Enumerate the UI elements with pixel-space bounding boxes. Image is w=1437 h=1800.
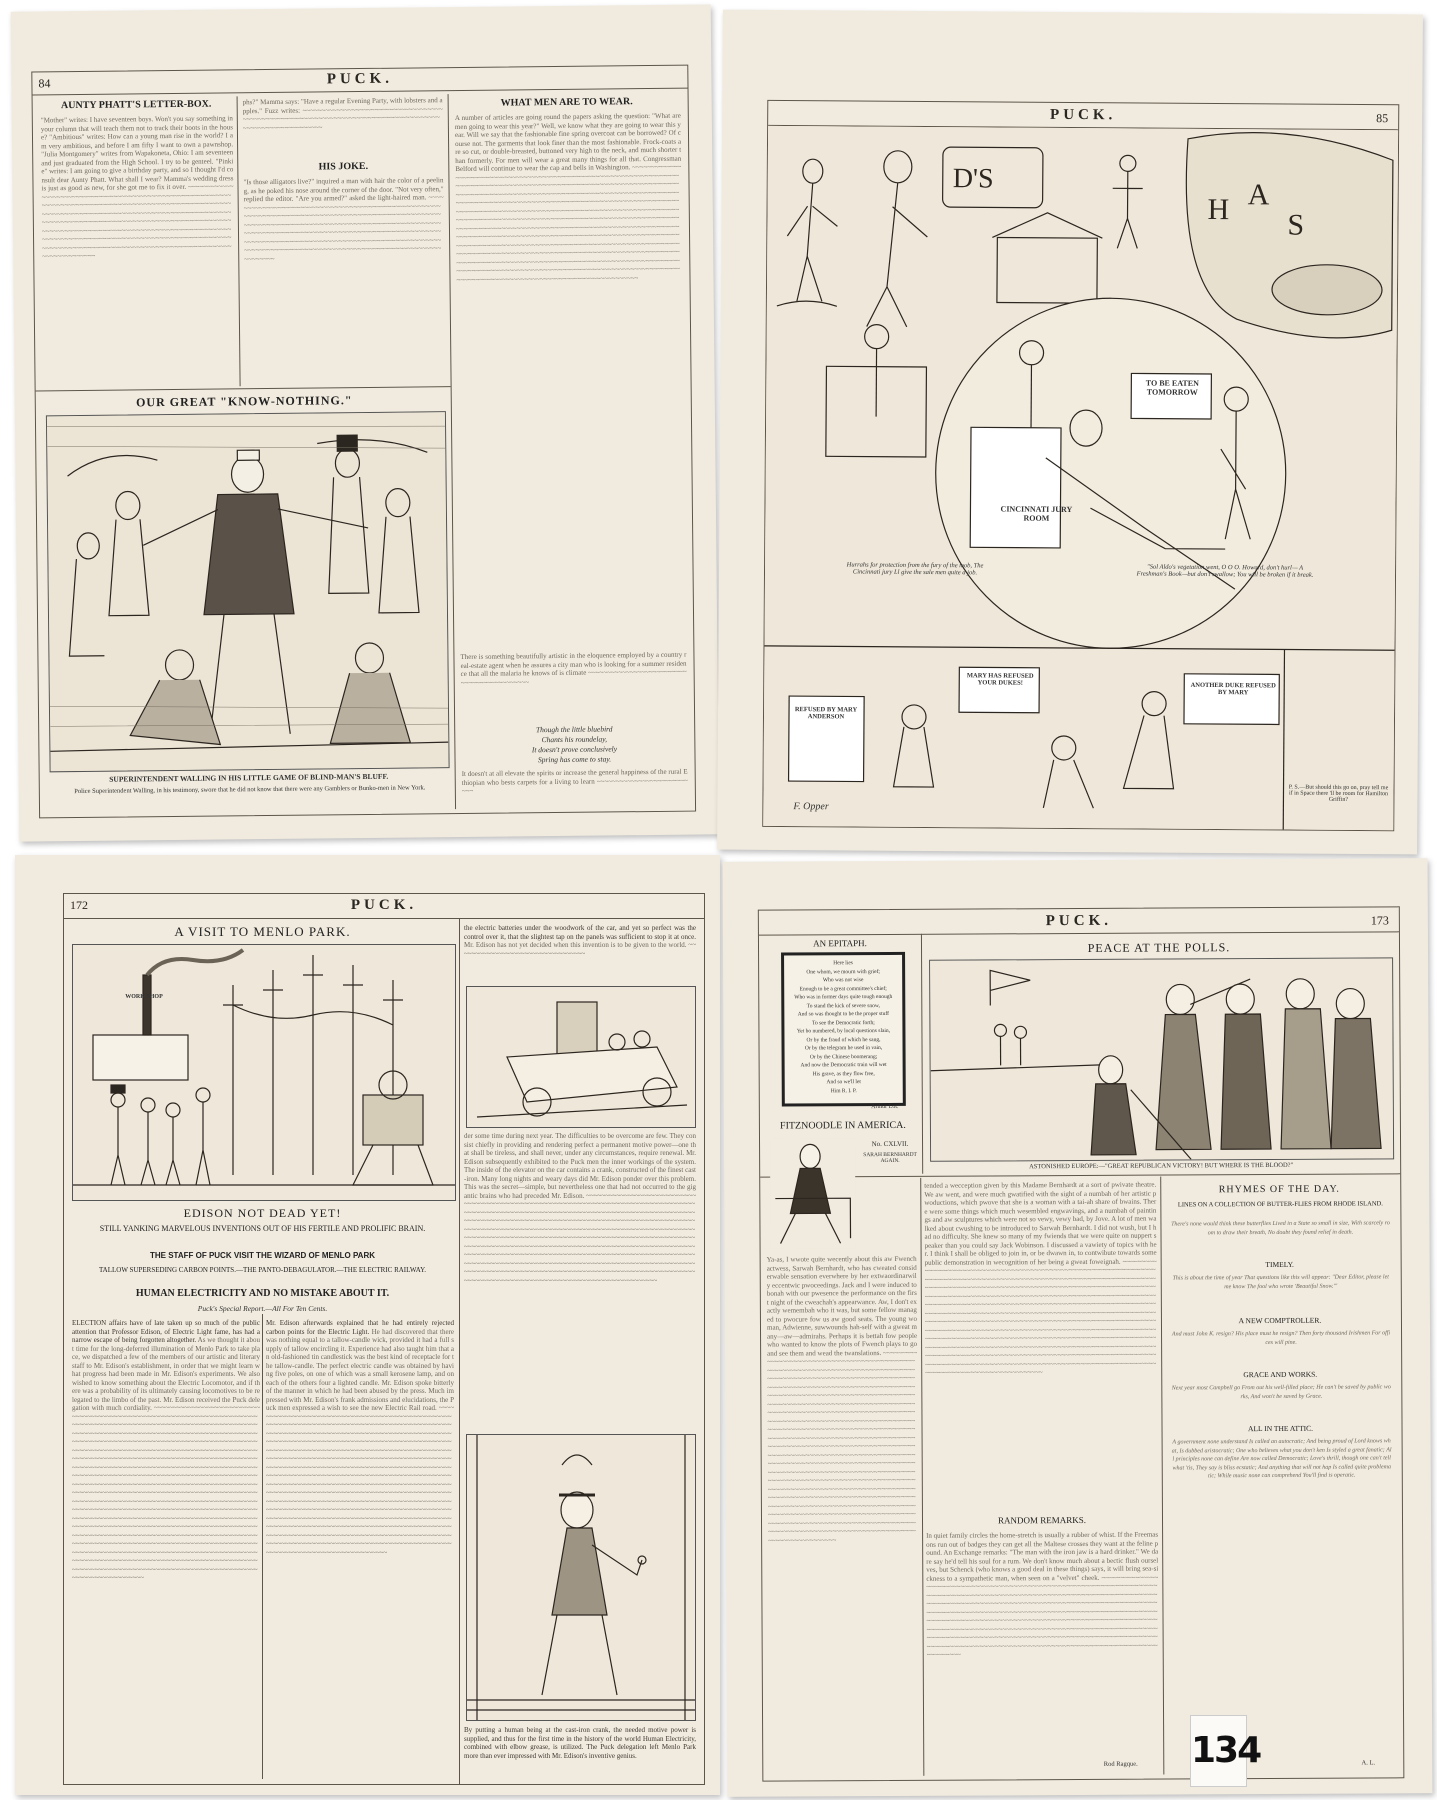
- signoff: Rod Ragque.: [1103, 1760, 1138, 1768]
- sign-to-be-eaten: TO BE EATEN TOMORROW: [1145, 378, 1199, 397]
- headline-sub: STILL YANKING MARVELOUS INVENTIONS OUT OF HIS FERTILE AND PROLIFIC BRAIN.: [99, 1224, 426, 1233]
- workshop-sign: WORK SHOP: [125, 994, 163, 1000]
- postscript: P. S.—But should this go on, pray tell me if in Space there 'll be room for Hamilton Griffin?: [1288, 784, 1389, 803]
- poem: Next year most Campbell go From out his well-filled place; He can't be saved by public works, And won't be saved by Grace.: [1171, 1384, 1391, 1400]
- article-text: By putting a human being at the cast-iron crank, the needed motive power is supplied, and thus for the first time in the history of the world Human Electricity, combined with elbow grease, is utilized. The Puck delegation left Menlo Park more than ever impressed with Mr. Edison's inventive genius.: [464, 1726, 696, 1760]
- page-85: [717, 10, 1423, 855]
- masthead: PUCK.: [350, 897, 418, 913]
- page-frame: [31, 65, 696, 819]
- article-text: There is something beautifully artistic in the eloquence employed by a country real-estate agent when he assures a city man who is looking for a summer residence that all the malaria he knows of is climate ~~~~~~~~~~~~~~~~~~~~~~~~~~~~~~~~~~~~~~~~~~~~: [460, 650, 687, 687]
- poem-line: It doesn't prove conclusively: [531, 744, 618, 755]
- electric-railway-illustration: [466, 986, 696, 1128]
- sign-refused-by-mary: REFUSED BY MARY ANDERSON: [794, 706, 858, 721]
- headline-human-electricity: HUMAN ELECTRICITY AND NO MISTAKE ABOUT IT.: [135, 1288, 390, 1299]
- poem-line: His grave, as they flow free,: [812, 1070, 875, 1077]
- article-lead: ELECTION affairs have of late taken up so much of the public attention that Professor Edison, of Electric Light fame, has had a narrow escape of being forgotten altogether.: [72, 1319, 260, 1344]
- poem-line: Enough to be a great committee's chief;: [799, 985, 887, 992]
- cartoon-caption: ASTONISHED EUROPE:—"GREAT REPUBLICAN VICTORY! BUT WHERE IS THE BLOOD?": [1029, 1161, 1294, 1171]
- column-title: WHAT MEN ARE TO WEAR.: [500, 96, 633, 109]
- article-text: tended a wecception given by this Madame Bernhardt at a sort of pwivate theatre. We aw went, and were much gwatified with the sight of a numbah of her artistic pwoductions, which pwove that she is a woman with a tai-ah share of bwains. There were some things which much wesembled engwavings, and a numbah of paintings and aw sculptures which were not so vewy, vewy bad, by Jove. A lot of men walked about cwushing to be introduced to Sarwah Bernhardt. I did not wush, but I had no difficulty. She knew so many of my fwiends that we were quite on nuppert speaker than you could say Jack Wobinson. I discussed a vawiety of topics with her. I think I shall be obliged to join in, or be dwawn in, to contwibute towards some public demonstration in wecognition of her being a gweat foweignah. ~~~~~~~~~~~~~~~~~~~~~~~~~~~~~~~~~~~~~~~~~~~~~~~~~~~~~~~~~~~~~~~~~~~~~~~~~~~~~~~~~~~~~~~~~~~~~~~~~~~~~~~~~~~~~~~~~~~~~~~~~~~~~~~~~~~~~~~~~~~~~~~~~~~~~~~~~~~~~~~~~~~~~~~~~~~~~~~~~~~~~~~~~~~~~~~~~~~~~~~~~~~~~~~~~~~~~~~~~~~~~~~~~~~~~~~~~~~~~~~~~~~~~~~~~~~~~~~~~~~~~~~~~~~~~~~~~~~~~~~~~~~~~~~~~~~~~~~~~~~~~~~~~~~~~~~~~~~~~~~~~~~~~~~~~~~~~~~~~~~~~~~~~~~~~~~~~~~~~~~~~~~~~~~~~~~~~~~~~~~~~~~~~~~~~~~~~~~~~~~~~~~~~~~~~~~~~~~~~~~~~~~~~~~~~~~~~~~~~~~~~~~~~~~~~~~~~~~~~~~~~~~~~~~~~~~~~~~~~~~~~~~~~~~~~~~~~~~~~~~~~~~~~~~~~~~~~~~~~~~~~~~~~~~~~~~~~~~~~~~~~~~~~~~~~~~~~~~~~~~~~~~~~~~~~~~~~~~~~~~~~~~~~~~~~~~~~~~~~~~~~~~~~~~~~~~~~~~~~~~~~~~~~~~~~~~~~~~~~~~~~~~~~~~~~~~~~~~~~~~~~~~~~~~~~~~~~~~~~~~~~~~~~~~~~~~~~~~~~~~~~~~~~~~~~~~~~~~~~~~~~~~~~~~~~~~~~~~~~~~~~~~~~~~~~~~~~~~~~~~~~~~~~~~~~~~~: [924, 1180, 1157, 1377]
- installment-number: No. CXLVII.: [871, 1139, 909, 1149]
- poem-line: And so we'll let: [826, 1079, 861, 1086]
- cartoon-page-illustration: [763, 126, 1398, 830]
- poem-line: One whom, we mourn with grief;: [806, 968, 880, 975]
- masthead: PUCK.: [1045, 912, 1113, 930]
- column-rule: [459, 918, 460, 1784]
- poem-title: GRACE AND WORKS.: [1243, 1369, 1318, 1380]
- header-rule: [64, 918, 704, 919]
- poem-line: Who was in former days quite tough enough: [794, 993, 893, 1001]
- page-frame: [63, 893, 705, 1785]
- article-text: Mr. Edison afterwards explained that he had entirely rejected carbon points for the Electric Light. He had discovered that there was nothing equal to a tallow-candle wick, provided it had a full supply of tallow encircling it. Experience had also taught him that an old-fashioned tin candlestick was the best kind of receptacle for the tallow-candle. The perfect electric candle was obtained by having five poles, on one of which was a small kerosene lamp, and on each of the others four a lighted candle. Mr. Edison spoke bitterly of the manner in which he had been abused by the press. Much impressed with Mr. Edison's frank admissions and elucidations, the Puck men expressed a wish to see the new Electric Rail road. ~~~~~~~~~~~~~~~~~~~~~~~~~~~~~~~~~~~~~~~~~~~~~~~~~~~~~~~~~~~~~~~~~~~~~~~~~~~~~~~~~~~~~~~~~~~~~~~~~~~~~~~~~~~~~~~~~~~~~~~~~~~~~~~~~~~~~~~~~~~~~~~~~~~~~~~~~~~~~~~~~~~~~~~~~~~~~~~~~~~~~~~~~~~~~~~~~~~~~~~~~~~~~~~~~~~~~~~~~~~~~~~~~~~~~~~~~~~~~~~~~~~~~~~~~~~~~~~~~~~~~~~~~~~~~~~~~~~~~~~~~~~~~~~~~~~~~~~~~~~~~~~~~~~~~~~~~~~~~~~~~~~~~~~~~~~~~~~~~~~~~~~~~~~~~~~~~~~~~~~~~~~~~~~~~~~~~~~~~~~~~~~~~~~~~~~~~~~~~~~~~~~~~~~~~~~~~~~~~~~~~~~~~~~~~~~~~~~~~~~~~~~~~~~~~~~~~~~~~~~~~~~~~~~~~~~~~~~~~~~~~~~~~~~~~~~~~~~~~~~~~~~~~~~~~~~~~~~~~~~~~~~~~~~~~~~~~~~~~~~~~~~~~~~~~~~~~~~~~~~~~~~~~~~~~~~~~~~~~~~~~~~~~~~~~~~~~~~~~~~~~~~~~~~~~~~~~~~~~~~~~~~~~~~~~~~~~~~~~~~~~~~~~~~~~~~~~~~~~~~~~~~~~~~~~~~~~~~~~~~~~~~~~~~~~~~~~~~~~~~~~~~~~~~~~~~~~~~~~~~~~~~~~~~~~~~~~~~~~~~~~~~~~~~~~~~~~~~~~~~~~~~~~~~~~~~~~~~~~~~~~~~~~~~~~~~~~~~~~~~~~~~~~~~~~~~~~~~~~~~~: [266, 1319, 454, 1557]
- page-number: 85: [1376, 111, 1389, 126]
- poem: A government none understand Is called an autocratic; And being proud of Lord knows what, Is dubbed aristocratic; One who believes what you don't ken Is styled a great fanatic; All principles none can define Are now called Democratic; Love's thrill, though one can't tell what 'tis, They say is bliss ecstatic; And anything that will not hap Is called quite problematic; While music none can comprehend You'll find is operatic.: [1171, 1438, 1392, 1480]
- poem-line: Or by the telegram he used in vain,: [804, 1045, 883, 1052]
- column-lead: the electric batteries under the woodwork of the car, and yet so perfect was the control over it, that the slightest tap on the panels was sufficient to stop it at once.: [464, 924, 696, 941]
- rhymes-subtitle: LINES ON A COLLECTION OF BUTTER-FLIES FROM RHODE ISLAND.: [1177, 1200, 1383, 1209]
- poem: And must John K. resign? His place must he resign? Then forty thousand Irishmen For offices will pine.: [1171, 1330, 1391, 1346]
- epitaph-title: AN EPITAPH.: [813, 938, 867, 949]
- article-text: Ya-as, I wwote quite wecently about this aw Fwench actwess, Sarwah Bernhardt, who has cweated considerwable sensation everwhere by her extwaordinarwily eccentwic pwoceedings. Jack and I were induced to bonah with our pwesence the performance on the first night of the cweachah's appearwance. Aw, I don't exactly wemembah who it was, but some fellow managed to pwocure fow us aw good seats. The young woman, Adwienne, suwwounds hah-self with a gweat many—aw—admirahs. Perhaps it is bettah fow people who wanted to know the plots of Fwench plays to go and see them and wead the twanslations. ~~~~~~~~~~~~~~~~~~~~~~~~~~~~~~~~~~~~~~~~~~~~~~~~~~~~~~~~~~~~~~~~~~~~~~~~~~~~~~~~~~~~~~~~~~~~~~~~~~~~~~~~~~~~~~~~~~~~~~~~~~~~~~~~~~~~~~~~~~~~~~~~~~~~~~~~~~~~~~~~~~~~~~~~~~~~~~~~~~~~~~~~~~~~~~~~~~~~~~~~~~~~~~~~~~~~~~~~~~~~~~~~~~~~~~~~~~~~~~~~~~~~~~~~~~~~~~~~~~~~~~~~~~~~~~~~~~~~~~~~~~~~~~~~~~~~~~~~~~~~~~~~~~~~~~~~~~~~~~~~~~~~~~~~~~~~~~~~~~~~~~~~~~~~~~~~~~~~~~~~~~~~~~~~~~~~~~~~~~~~~~~~~~~~~~~~~~~~~~~~~~~~~~~~~~~~~~~~~~~~~~~~~~~~~~~~~~~~~~~~~~~~~~~~~~~~~~~~~~~~~~~~~~~~~~~~~~~~~~~~~~~~~~~~~~~~~~~~~~~~~~~~~~~~~~~~~~~~~~~~~~~~~~~~~~~~~~~~~~~~~~~~~~~~~~~~~~~~~~~~~~~~~~~~~~~~~~~~~~~~~~~~~~~~~~~~~~~~~~~~~~~~~~~~~~~~~~~~~~~~~~~~~~~~~~~~~~~~~~~~~~~~~~~~~~~~~~~~~~~~~~~~~~~~~~~~~~~~~~~~~~~~~~~~~~~~~~~~~~~~~~~~~~~~~~~~~~~~~~~~~~~~~~~~~~~~~~~~~~~~~~~~~~~~~~~~~~~~~~~~~~~~~~~~~~~~~~~~~~~~~~~~~~~~~~~~~~~~~~~~~~~~~~~~~~~~~~~~~~~~~~~~~~~~~~~~~~~~~~~~~~~~~~: [766, 1254, 918, 1545]
- poem-line: Or by the fraud of which he sang,: [806, 1036, 881, 1043]
- headline-main: EDISON NOT DEAD YET!: [183, 1206, 342, 1220]
- cartoon-title: PEACE AT THE POLLS.: [1087, 940, 1231, 955]
- poem-line: Though the little bluebird: [535, 724, 613, 735]
- page-number: 84: [38, 76, 51, 91]
- article-text: In quiet family circles the home-stretch is usually a rubber of whist. If the Freemasons run out of badges they can get all the Maltese crosses they want at the feline pound. An Exchange remarks: "The man with the iron jaw is a hard drinker." We dare say he'd tell his soul for a rum. We don't know much about a bectic flush ourselves, but Schenck (who knows a good deal in these things) says, it will bring sea-sickness to a sympathetic man, when seen on a "velvet" cheek. ~~~~~~~~~~~~~~~~~~~~~~~~~~~~~~~~~~~~~~~~~~~~~~~~~~~~~~~~~~~~~~~~~~~~~~~~~~~~~~~~~~~~~~~~~~~~~~~~~~~~~~~~~~~~~~~~~~~~~~~~~~~~~~~~~~~~~~~~~~~~~~~~~~~~~~~~~~~~~~~~~~~~~~~~~~~~~~~~~~~~~~~~~~~~~~~~~~~~~~~~~~~~~~~~~~~~~~~~~~~~~~~~~~~~~~~~~~~~~~~~~~~~~~~~~~~~~~~~~~~~~~~~~~~~~~~~~~~~~~~~~~~~~~~~~~~~~~~~~~~~~~~~~~~~~~~~~~~~~~~~~~~~~~~~~~~~~~~~~~~~~~~~~~~~~~~~~~~~~~~~~~~~~~~~~~~~~~~~~~~~~~~~~~~~~~~~~~~~~~~~~~~~~~~~~~~~~~~~~~~~~~~~~~~~~~~~~~~~~~~~~~~~~~~~~~~~~~~~~~~~~~~~~~~~~~~~~~~~~~~~~~~~~~~~~~~~~~~~~~~~~~~~~~~~~~~~: [926, 1530, 1159, 1659]
- page-172: [15, 855, 720, 1795]
- poem-line: Here lies: [833, 960, 853, 967]
- article-text: phs?" Mamma says: "Have a regular Evening Party, with lobsters and apples." Fuzz writes: ~~~~~~~~~~~~~~~~~~~~~~~~~~~~~~~~~~~~~~~~~~~~~~~~~~~~~~~~~~~~~~~~~~~~~~~~~~~~~~~~~~~~~~~~~~~~~~~~~~~~~~~~~~~~~~: [242, 96, 443, 132]
- poem-title: A NEW COMPTROLLER.: [1238, 1315, 1322, 1326]
- article-text: der some time during next year. The difficulties to be overcome are few. They consist chiefly in providing and rendering perfect a permanent motive power—one that shall be tireless, and shall never, under any circumstances, require renewal. Mr. Edison subsequently exhibited to the Puck men the inner workings of the system. The inside of the elevator on the car contains a crank, constructed of the finest cast-iron. Many long nights and weary days did Mr. Edison ponder over this problem. This was the secret—simple, but nevertheless one that had not occurred to the gigantic brains who had preceded Mr. Edison. ~~~~~~~~~~~~~~~~~~~~~~~~~~~~~~~~~~~~~~~~~~~~~~~~~~~~~~~~~~~~~~~~~~~~~~~~~~~~~~~~~~~~~~~~~~~~~~~~~~~~~~~~~~~~~~~~~~~~~~~~~~~~~~~~~~~~~~~~~~~~~~~~~~~~~~~~~~~~~~~~~~~~~~~~~~~~~~~~~~~~~~~~~~~~~~~~~~~~~~~~~~~~~~~~~~~~~~~~~~~~~~~~~~~~~~~~~~~~~~~~~~~~~~~~~~~~~~~~~~~~~~~~~~~~~~~~~~~~~~~~~~~~~~~~~~~~~~~~~~~~~~~~~~~~~~~~~~~~~~~~~~~~~~~~~~~~~~~~~~~~~~~~~~~~~~~~~~~~~~~~~~~~~~~~~~~~~~~~~~~~~~~~~~~~~~~~~~~~~~~~~~~~~~~~~~~~~~~~~~~~~~~~~~~~~~~~~~~~~~~~~~~~~~~~~~~~~~~~~~~~~~~~~~~~~~~~~~~~~~~~~~~~~~~~~~~~~~~~~~~~~~~~~~~~~~~~~~~~~~~~~~~~~~~~~~~~~~~~~~~~~~~~~~~~~~~~~~~~~~~~~~~~~~~~~~~~~~~~~~~~~~~~~~~~~~~~~~~~~~~~~~~~~~~~~~~~~~~~~~~~~~~~~~~~~: [464, 1132, 696, 1285]
- poem-line: Who was not wise: [822, 977, 864, 984]
- svg-text:D'S: D'S: [952, 163, 994, 195]
- poem-line: To see the Democratic forth;: [811, 1019, 875, 1026]
- poem-title: TIMELY.: [1265, 1259, 1294, 1270]
- peace-cartoon-illustration: [929, 957, 1394, 1161]
- lot-number-tag: 134: [1190, 1715, 1247, 1787]
- column-lead: Mr. Edison afterwards explained that he had entirely rejected carbon points for the Electric Light.: [266, 1319, 454, 1336]
- installment-subtitle: SARAH BERNHARDT AGAIN.: [863, 1151, 917, 1165]
- poem: [469, 724, 679, 766]
- section-rule: [36, 386, 451, 391]
- poem: This is about the time of year That questions like this will appear: "Dear Editor, please let me know The fool who wrote 'Beautiful Snow.'": [1172, 1274, 1389, 1290]
- poem-line: And now the Democratic train will wet: [800, 1061, 887, 1069]
- header-rule: [759, 931, 1399, 935]
- rhymes-title: RHYMES OF THE DAY.: [1218, 1183, 1340, 1196]
- svg-text:A: A: [1247, 178, 1270, 212]
- poem-line: Chants his roundelay,: [541, 734, 608, 745]
- column-title: AUNTY PHATT'S LETTER-BOX.: [60, 98, 212, 112]
- page-84: [11, 4, 720, 841]
- headline-tallow: TALLOW SUPERSEDING CARBON POINTS.—THE PANTO-DEBAGULATOR.—THE ELECTRIC RAILWAY.: [98, 1266, 427, 1274]
- article-text: A number of articles are going round the papers asking the question: "What are men going to wear this year?" Well, we know what they are going to wear this year. Will we say that the fashionable fine spring overcoat can be borrowed? Of course not. The garments that look finer than the most fashionable. Frock-coats are so cut, or double-breasted, buttoned very high to the neck, and much shorter than formerly. For men will wear a great many things for all that. Congressman Belford will continue to wear the cap and bells in Washington. ~~~~~~~~~~~~~~~~~~~~~~~~~~~~~~~~~~~~~~~~~~~~~~~~~~~~~~~~~~~~~~~~~~~~~~~~~~~~~~~~~~~~~~~~~~~~~~~~~~~~~~~~~~~~~~~~~~~~~~~~~~~~~~~~~~~~~~~~~~~~~~~~~~~~~~~~~~~~~~~~~~~~~~~~~~~~~~~~~~~~~~~~~~~~~~~~~~~~~~~~~~~~~~~~~~~~~~~~~~~~~~~~~~~~~~~~~~~~~~~~~~~~~~~~~~~~~~~~~~~~~~~~~~~~~~~~~~~~~~~~~~~~~~~~~~~~~~~~~~~~~~~~~~~~~~~~~~~~~~~~~~~~~~~~~~~~~~~~~~~~~~~~~~~~~~~~~~~~~~~~~~~~~~~~~~~~~~~~~~~~~~~~~~~~~~~~~~~~~~~~~~~~~~~~~~~~~~~~~~~~~~~~~~~~~~~~~~~~~~~~~~~~~~~~~~~~~~~~~~~~~~~~~~~~~~~~~~~~~~~~~~~~~~~~~~~~~~~~~~~~~~~~~~~~~~~~~~~~~~~~~~~~~~~~~~~~~~~~~~~~~~~~~~~~~~~~~~~~~~~~~~~~~~~~~~~~~~~~~~~~~~~~~~~~~~~~~~~~~~~~~~~~~~~~~~~~~~~~~~~~~~~~~~~~~~~~~~~~~~~~~~~~~~~~~~~~~~~~~~~~~~~~~~~~~~~~~~~~~~~~~~~~~~~~~~~~~~~~~~~~~~~~~~~~~~~~~~~~~~~~~~~~~~~~~~~~~~~~~~~~~~~~~~~~~~~~~~~~~~~~~~~~~~~~~: [454, 111, 682, 284]
- article-text: It doesn't at all elevate the spirits or increase the general happiness of the rural Ethiopian who bests carpets for a living to learn ~~~~~~~~~~~~~~~~~~~~~~~~~~~: [461, 767, 688, 796]
- fitznoodle-portrait: [770, 1138, 856, 1248]
- column-rule: [237, 96, 241, 386]
- byline: Puck's Special Report.—All For Ten Cents.: [197, 1304, 328, 1313]
- poem-line: Yet bo numbered, by local questions slain,: [796, 1027, 891, 1035]
- epitaph-signature: Arthur Lot.: [871, 1103, 899, 1111]
- poem-line: Him R. I. P.: [830, 1087, 857, 1094]
- sign-jury-room: CINCINNATI JURY ROOM: [1000, 504, 1073, 523]
- svg-text:S: S: [1287, 208, 1305, 242]
- article-text: the electric batteries under the woodwork of the car, and yet so perfect was the control over it, that the slightest tap on the panels was sufficient to stop it at once. Mr. Edison has not yet decided when this invention is to be given to the world. ~~~~~~~~~~~~~~~~~~~~~~~~~~~~~~~~~~: [464, 924, 696, 958]
- article-text: ELECTION affairs have of late taken up so much of the public attention that Professor Edison, of Electric Light fame, has had a narrow escape of being forgotten altogether. As we thought it about time for the long-deferred illumination of Menlo Park to take place, we dispatched a few of the members of our artistic and literary staff to Mr. Edison's establishment, in order that we might learn what progress had been made in Mr. Edison's experiments. We also wished to know something about the Electric Locomotor, and if there was a probability of its ultimately causing locomotives to be relegated to the limbo of the past. Mr. Edison received the Puck delegation with much cordiality. ~~~~~~~~~~~~~~~~~~~~~~~~~~~~~~~~~~~~~~~~~~~~~~~~~~~~~~~~~~~~~~~~~~~~~~~~~~~~~~~~~~~~~~~~~~~~~~~~~~~~~~~~~~~~~~~~~~~~~~~~~~~~~~~~~~~~~~~~~~~~~~~~~~~~~~~~~~~~~~~~~~~~~~~~~~~~~~~~~~~~~~~~~~~~~~~~~~~~~~~~~~~~~~~~~~~~~~~~~~~~~~~~~~~~~~~~~~~~~~~~~~~~~~~~~~~~~~~~~~~~~~~~~~~~~~~~~~~~~~~~~~~~~~~~~~~~~~~~~~~~~~~~~~~~~~~~~~~~~~~~~~~~~~~~~~~~~~~~~~~~~~~~~~~~~~~~~~~~~~~~~~~~~~~~~~~~~~~~~~~~~~~~~~~~~~~~~~~~~~~~~~~~~~~~~~~~~~~~~~~~~~~~~~~~~~~~~~~~~~~~~~~~~~~~~~~~~~~~~~~~~~~~~~~~~~~~~~~~~~~~~~~~~~~~~~~~~~~~~~~~~~~~~~~~~~~~~~~~~~~~~~~~~~~~~~~~~~~~~~~~~~~~~~~~~~~~~~~~~~~~~~~~~~~~~~~~~~~~~~~~~~~~~~~~~~~~~~~~~~~~~~~~~~~~~~~~~~~~~~~~~~~~~~~~~~~~~~~~~~~~~~~~~~~~~~~~~~~~~~~~~~~~~~~~~~~~~~~~~~~~~~~~~~~~~~~~~~~~~~~~~~~~~~~~~~~~~~~~~~~~~~~~~~~~~~~~~~~~~~~~~~~~~~~~~~~~~~~~~~~~~~~~~~~~~~~~~~~~~~~~~~~~~~~~~~~~~~~~~~~~~~~~~~~~~~~~~~~~~~~~~~~~~~~~~~~~~~~~~~~~~~~~~~~~~~~~~~~~~~~~~~~~~~~~~~~~~~~~~~~~~~~~~~~~~~~~~~~~~~~~~~~~~~~~~~~~~~~~~~~~~~~~~~~~~~~~~~~~~~~~~~~~~~~~~~~~~~~~~~~~~~~~~~~~~~~~~~~~~~: [72, 1319, 260, 1582]
- page-number: 173: [1370, 913, 1389, 928]
- cartoon-title: OUR GREAT "KNOW-NOTHING.": [135, 393, 353, 410]
- crank-man-illustration: [466, 1434, 696, 1721]
- sign-another-duke: ANOTHER DUKE REFUSED BY MARY: [1190, 681, 1276, 697]
- article-title: A VISIT TO MENLO PARK.: [174, 924, 351, 939]
- epitaph-poem: [786, 959, 901, 1096]
- cartoon-caption: SUPERINTENDENT WALLING IN HIS LITTLE GAME OF BLIND-MAN'S BLUFF.: [109, 771, 389, 784]
- page-frame: [762, 100, 1399, 831]
- cartoon-subcaption: Police Superintendent Walling, in his testimony, swore that he did not know that there were any Gamblers or Bunko-men in New York.: [74, 784, 426, 796]
- poem-line: Or by the Chinese boomerang;: [809, 1053, 878, 1060]
- headline-staff: THE STAFF OF PUCK VISIT THE WIZARD OF MENLO PARK: [149, 1251, 376, 1260]
- page-frame: [758, 906, 1405, 1781]
- fitznoodle-title: FITZNOODLE IN AMERICA.: [779, 1119, 906, 1132]
- article-text: "Mother" writes: I have seventeen boys. Won't you say something in your column that will teach them not to track their boots in the house? "Ambitious" writes: How can a young man rise in the world? I am very ambitious, and before I am fifty I want to own a pawnshop. "Julia Montgomery" writes from Wapakoneta, Ohio: I am seventeen and just graduated from the High School. I try to be genteel. "Pinkie" writes: I am going to give a birthday party, and so I thought I'd consult dear Aunty Phatt. What shall I wear? Mamma's wedding dress is just as good as new, for she got me to fix it over. ~~~~~~~~~~~~~~~~~~~~~~~~~~~~~~~~~~~~~~~~~~~~~~~~~~~~~~~~~~~~~~~~~~~~~~~~~~~~~~~~~~~~~~~~~~~~~~~~~~~~~~~~~~~~~~~~~~~~~~~~~~~~~~~~~~~~~~~~~~~~~~~~~~~~~~~~~~~~~~~~~~~~~~~~~~~~~~~~~~~~~~~~~~~~~~~~~~~~~~~~~~~~~~~~~~~~~~~~~~~~~~~~~~~~~~~~~~~~~~~~~~~~~~~~~~~~~~~~~~~~~~~~~~~~~~~~~~~~~~~~~~~~~~~~~~~~~~~~~~~~~~~~~~~~~~~~~~~~~~~~~~~~~~~~~~~~~~~~~~~~~~~~~~~~~~~~~~~~~~~~~~~~~~~~~~~~~~~~: [40, 114, 234, 261]
- article-text: "Is those alligators live?" inquired a man with hair the color of a peeling, as he poked his nose around the corner of the door. "Not very often," replied the editor. "Are you armed?" asked the light-haired man. ~~~~~~~~~~~~~~~~~~~~~~~~~~~~~~~~~~~~~~~~~~~~~~~~~~~~~~~~~~~~~~~~~~~~~~~~~~~~~~~~~~~~~~~~~~~~~~~~~~~~~~~~~~~~~~~~~~~~~~~~~~~~~~~~~~~~~~~~~~~~~~~~~~~~~~~~~~~~~~~~~~~~~~~~~~~~~~~~~~~~~~~~~~~~~~~~~~~~~~~~~~~~~~~~~~~~~~~~~~~~~~~~~~~~~~~~~~~~~~~~~~~~~~~~~~~~~~~~~~~~~~~~~~~~~~~~~~~~~~~~~~~~~~~~~~~~~~~~~~~~~~~~~~~~~~~~~~~~~~~~~~~~: [243, 176, 444, 263]
- epitaph-box: [781, 952, 906, 1107]
- sign-mary-refused: MARY HAS REFUSED YOUR DUKES!: [966, 672, 1034, 687]
- poem-title: ALL IN THE ATTIC.: [1248, 1423, 1314, 1434]
- poem-line: To stand the kick of severe snow,: [806, 1002, 880, 1009]
- masthead: PUCK.: [326, 70, 394, 88]
- random-remarks-title: RANDOM REMARKS.: [997, 1514, 1087, 1526]
- artist-signature: F. Opper: [793, 801, 829, 813]
- column-rule: [262, 1314, 263, 1779]
- caption-right: "Sol Aldo's vegetation went, O O O. Howard, don't hurl— A Freshman's Book—but don't swallow; You will be broken if it break.: [1136, 563, 1314, 579]
- column-title: HIS JOKE.: [318, 160, 369, 173]
- menlo-park-illustration: [72, 944, 456, 1201]
- poem-line: And so was thought to be the proper stuff: [797, 1010, 889, 1018]
- poem: There's none would think these butterflies Lived in a State so small in size, With scarcely room to draw their breath, No doubt they found relief in death.: [1171, 1220, 1390, 1236]
- poem-initials: A. L.: [1361, 1759, 1376, 1767]
- column-rule: [921, 934, 923, 1174]
- cartoon-illustration: [46, 411, 450, 772]
- page-number: 172: [70, 898, 88, 912]
- poem-line: Spring has come to stay.: [537, 754, 612, 765]
- masthead: PUCK.: [1050, 106, 1117, 124]
- page-173: [723, 858, 1433, 1797]
- svg-text:H: H: [1207, 192, 1230, 227]
- caption-left: Hurrahs for protection from the fury of the mob, The Cincinnati jury Ll give the sale men quite a job.: [846, 561, 984, 577]
- section-rule: [760, 1173, 1400, 1177]
